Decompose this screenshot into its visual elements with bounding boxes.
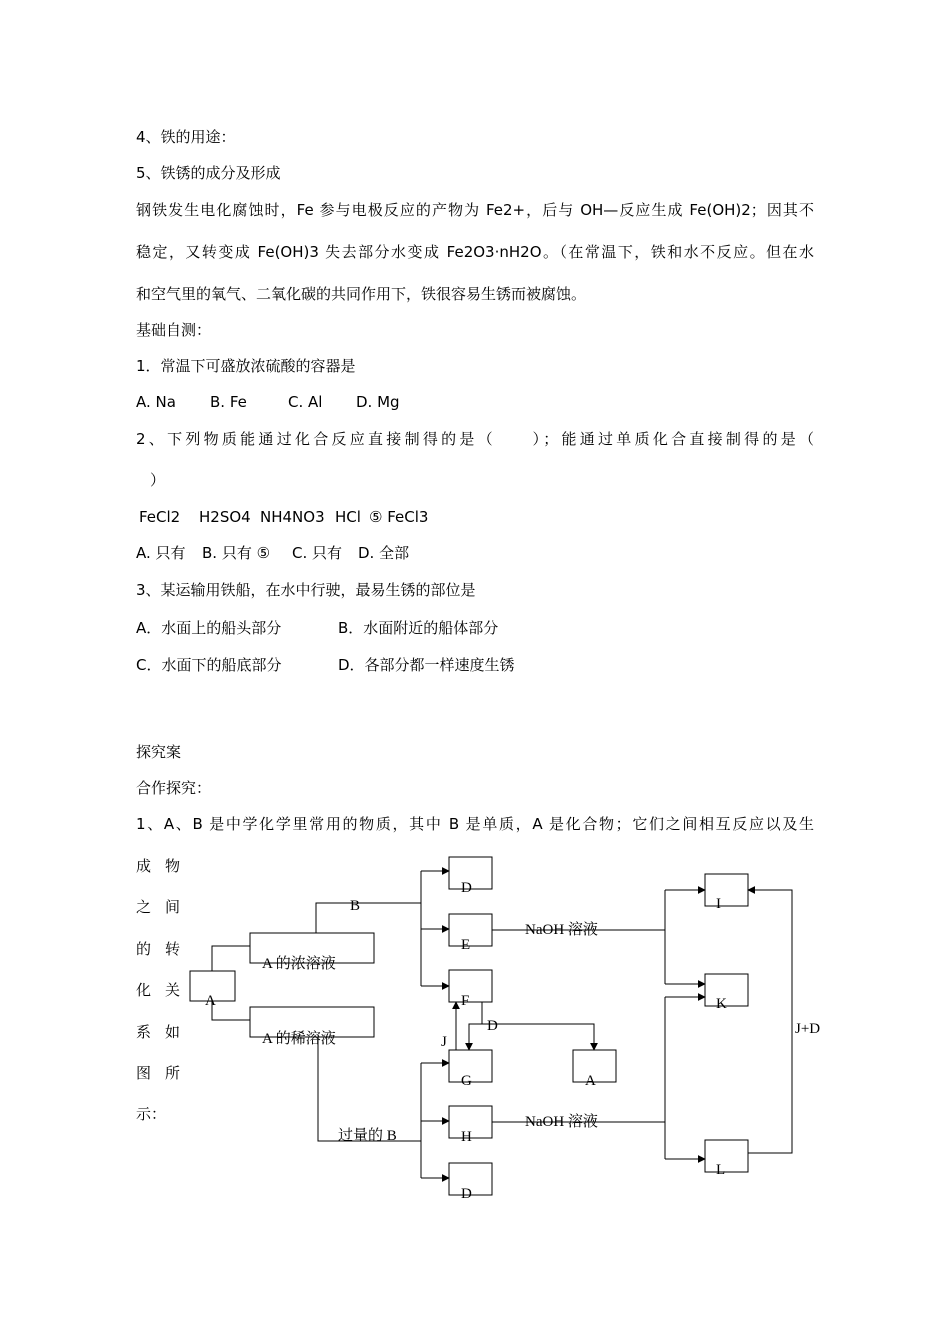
rust-line-3: 和空气里的氧气、二氧化碳的共同作用下，铁很容易生锈而被腐蚀。 xyxy=(136,285,587,303)
line-dilute-down xyxy=(318,1037,421,1141)
label-naoh-top: NaOH 溶液 xyxy=(525,922,598,938)
q3-option-c: C．水面下的船底部分 xyxy=(136,656,282,674)
explore-heading: 探究案 xyxy=(136,743,182,761)
side-line-1: 成 物 xyxy=(136,857,180,875)
label-box-dilute: A 的稀溶液 xyxy=(262,1031,336,1047)
label-box-f: F xyxy=(461,993,470,1009)
rust-line-2: 稳定，又转变成 Fe(OH)3 失去部分水变成 Fe2O3·nH2O。（在常温下，铁和水不反应。但在水 xyxy=(136,243,814,261)
label-j-plus-d: J+D xyxy=(795,1021,821,1037)
self-test-heading: 基础自测： xyxy=(136,321,212,339)
box-f xyxy=(449,970,492,1002)
q2-option-c: C. 只有 xyxy=(292,544,343,562)
label-box-d-bottom: D xyxy=(461,1186,472,1202)
box-i xyxy=(705,874,748,906)
label-box-a-start: A xyxy=(205,993,216,1009)
side-line-5: 系 如 xyxy=(136,1023,180,1041)
label-box-g: G xyxy=(461,1073,472,1089)
line-conc-up xyxy=(316,903,421,933)
q1-stem: 1．常温下可盛放浓硫酸的容器是 xyxy=(136,357,356,375)
q2-option-d: D. 全部 xyxy=(358,544,410,562)
arrow-f-to-a xyxy=(482,1024,594,1050)
q2-item-5: ⑤ FeCl3 xyxy=(369,508,429,526)
label-box-e: E xyxy=(461,937,471,953)
side-line-6: 图 所 xyxy=(136,1064,180,1082)
section-4-heading: 4、铁的用途： xyxy=(136,128,236,146)
side-line-3: 的 转 xyxy=(136,940,180,958)
problem-1-line-1: 1、A、B 是中学化学里常用的物质，其中 B 是单质，A 是化合物；它们之间相互反应以及生 xyxy=(136,815,814,833)
q3-option-a: A．水面上的船头部分 xyxy=(136,619,282,637)
label-box-h: H xyxy=(461,1129,472,1145)
q2-stem-line-2: ） xyxy=(150,471,166,489)
q2-item-1: FeCl2 xyxy=(139,508,181,526)
q3-option-b: B．水面附近的船体部分 xyxy=(338,619,499,637)
q1-option-b: B. Fe xyxy=(210,393,247,411)
q2-item-4: HCl xyxy=(335,508,361,526)
label-box-l: L xyxy=(716,1162,726,1178)
section-5-heading: 5、铁锈的成分及形成 xyxy=(136,164,281,182)
side-line-7: 示： xyxy=(136,1105,167,1123)
label-d-arrow: D xyxy=(487,1018,498,1034)
rust-line-1: 钢铁发生电化腐蚀时，Fe 参与电极反应的产物为 Fe2+，后与 OH—反应生成 Fe(OH)2；因其不 xyxy=(136,201,814,219)
label-b: B xyxy=(350,898,361,914)
label-box-a-right: A xyxy=(585,1073,596,1089)
coop-heading: 合作探究： xyxy=(136,779,212,797)
q1-option-a: A. Na xyxy=(136,393,176,411)
label-box-conc: A 的浓溶液 xyxy=(262,956,336,972)
box-e xyxy=(449,914,492,946)
q2-item-3: NH4NO3 xyxy=(260,508,325,526)
q1-option-d: D. Mg xyxy=(356,393,400,411)
line-a-to-conc xyxy=(212,946,250,971)
q2-option-a: A. 只有 xyxy=(136,544,186,562)
q2-item-2: H2SO4 xyxy=(199,508,251,526)
label-j: J xyxy=(441,1034,447,1050)
q1-option-c: C. Al xyxy=(288,393,323,411)
side-line-4: 化 关 xyxy=(136,981,180,999)
label-box-i: I xyxy=(716,896,721,912)
label-excess-b: 过量的 B xyxy=(338,1128,397,1144)
q2-stem-line-1: 2、下列物质能通过化合反应直接制得的是（ ）；能通过单质化合直接制得的是（ xyxy=(136,430,814,448)
arrow-f-to-g xyxy=(469,1002,482,1050)
side-line-2: 之 间 xyxy=(136,898,180,916)
label-box-d-top: D xyxy=(461,880,472,896)
line-a-to-dilute xyxy=(212,1001,250,1020)
arrow-l-to-i xyxy=(748,890,792,1153)
q3-stem: 3、某运输用铁船，在水中行驶，最易生锈的部位是 xyxy=(136,581,476,599)
q3-option-d: D．各部分都一样速度生锈 xyxy=(338,656,515,674)
label-naoh-bottom: NaOH 溶液 xyxy=(525,1114,598,1130)
box-l xyxy=(705,1140,748,1172)
label-box-k: K xyxy=(716,996,727,1012)
q2-option-b: B. 只有 ⑤ xyxy=(202,544,271,562)
